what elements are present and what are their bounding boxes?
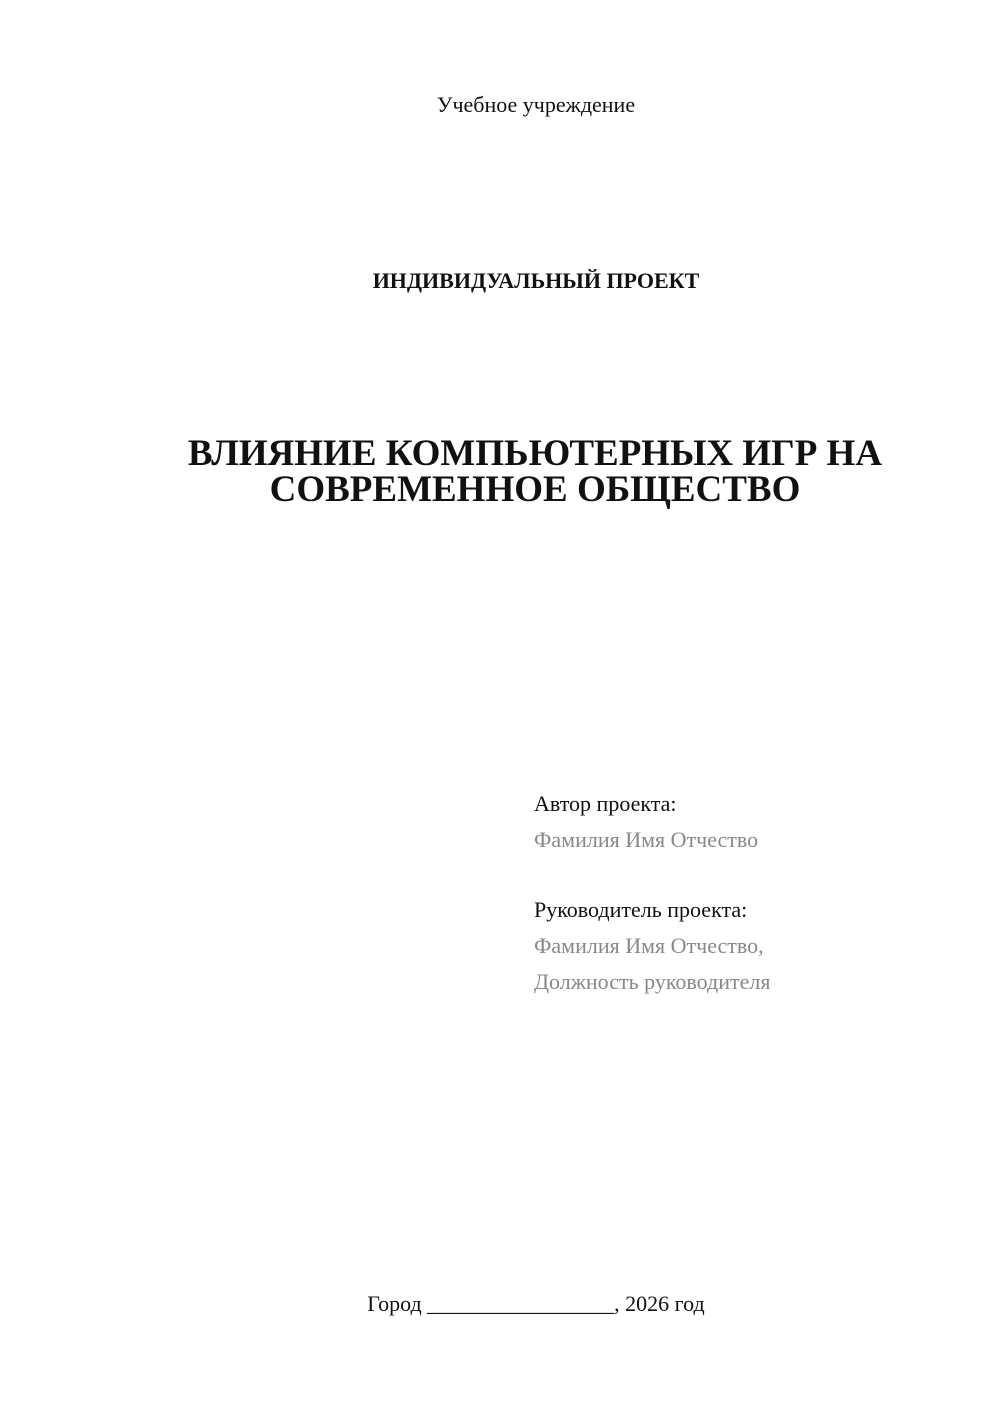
supervisor-position: Должность руководителя (534, 969, 771, 994)
author-block (534, 786, 758, 858)
project-title-line-2: СОВРЕМЕННОЕ ОБЩЕСТВО (269, 469, 801, 510)
author-name: Фамилия Имя Отчество (534, 827, 759, 852)
city-year-footer: Город _________________, 2026 год (367, 1291, 705, 1316)
author-label: Автор проекта: (534, 791, 677, 816)
supervisor-label: Руководитель проекта: (534, 897, 748, 922)
project-title (150, 433, 920, 510)
institution-name: Учебное учреждение (436, 92, 636, 117)
project-type-heading: ИНДИВИДУАЛЬНЫЙ ПРОЕКТ (372, 268, 700, 293)
project-title-line-1: ВЛИЯНИЕ КОМПЬЮТЕРНЫХ ИГР НА (187, 433, 883, 474)
supervisor-name: Фамилия Имя Отчество, (534, 933, 764, 958)
supervisor-block (534, 892, 770, 1000)
